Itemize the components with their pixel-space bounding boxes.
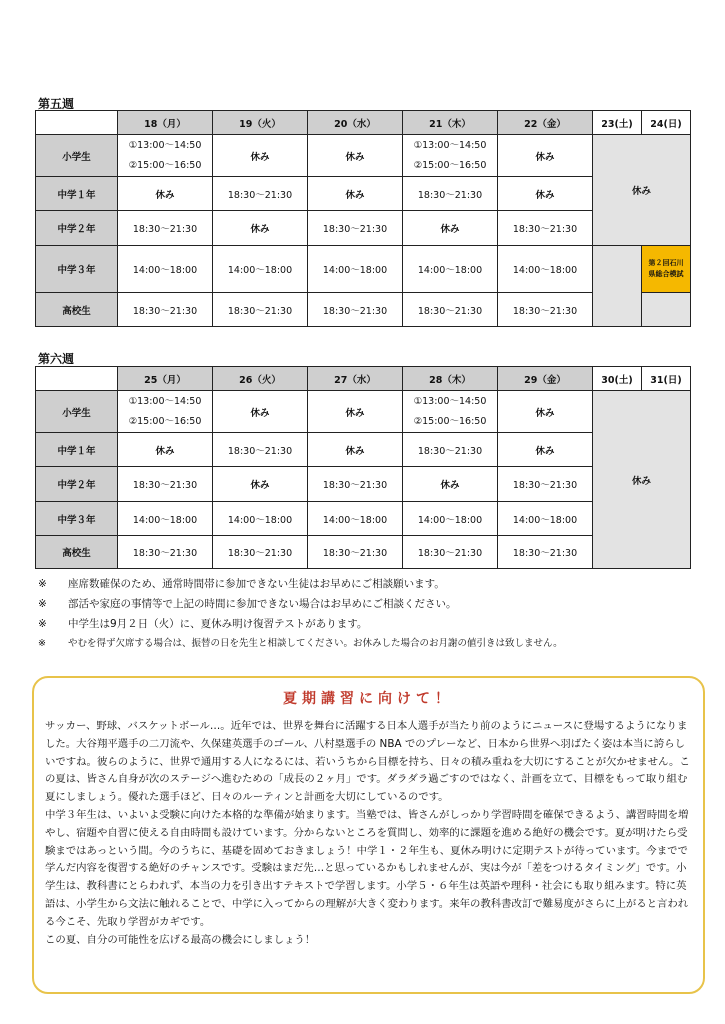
schedule-cell: 休み [308,433,403,467]
schedule-cell: 14:00～18:00 [213,246,308,293]
info-paragraph: 中学３年生は、いよいよ受験に向けた本格的な準備が始まります。当塾では、皆さんがしっかり学習時間を確保できるよう、講習時間を増やし、宿題や自習に使える自由時間も設けています。分からないところを質問し、効率的に課題を進める絶好の機会です。夏が明けたら受験まではあっという間。今のうちに、基礎を固めておきましょう！中学１・２年生も、夏休み明けに定期テストが待っています。今までで学んだ内容を復習する絶好のチャンスです。受験はまだ先…と思っているかもしれませんが、実は今が「差をつけるタイミング」です。小学生は、教科書にとらわれず、本当の力を引き出すテキストで学習します。小学５・６年生は英語や理科・社会にも取り組みます。特に英語は、小学生から文法に触れることで、中学に入ってからの理解が大きく変わります。来年の教科書改訂で難易度がさらに上がると言われる今こそ、先取り学習がカギです。 [45,808,689,928]
schedule-cell: 18:30～21:30 [118,536,213,569]
session-2: ②15:00～16:50 [128,415,202,427]
schedule-cell: 休み [498,135,593,177]
day-header: 27（水） [308,367,403,391]
schedule-cell: 14:00～18:00 [308,246,403,293]
note-item [38,614,563,634]
schedule-cell: 14:00～18:00 [308,502,403,536]
schedule-cell: 14:00～18:00 [403,246,498,293]
weekend-header: 24(日) [642,111,691,135]
week5-schedule-table [35,110,691,327]
weekend-cell [593,246,642,327]
schedule-cell: 18:30～21:30 [498,536,593,569]
exam-event-badge [642,246,690,292]
schedule-cell: 休み [308,177,403,211]
day-header: 25（月） [118,367,213,391]
grade-label: 中学１年 [36,177,118,211]
schedule-cell: 18:30～21:30 [498,293,593,327]
schedule-cell: 18:30～21:30 [403,177,498,211]
schedule-cell: 18:30～21:30 [118,211,213,246]
grade-label: 高校生 [36,293,118,327]
table-row [36,293,691,327]
session-1: ①13:00～14:50 [413,395,487,407]
table-row [36,433,691,467]
note-text: 部活や家庭の事情等で上記の時間に参加できない場合はお早めにご相談ください。 [68,598,457,610]
grade-label: 中学３年 [36,502,118,536]
exam-event-cell [642,246,691,293]
schedule-cell [118,391,213,433]
week5-label: 第五週 [38,97,75,111]
schedule-cell: 休み [498,391,593,433]
schedule-cell: 休み [213,135,308,177]
session-2: ②15:00～16:50 [413,415,487,427]
info-paragraph: この夏、自分の可能性を広げる最高の機会にしましょう！ [45,933,316,946]
note-marker: ※ [38,638,46,649]
session-2: ②15:00～16:50 [413,159,487,171]
table-row [36,246,691,293]
schedule-cell: 18:30～21:30 [118,293,213,327]
day-header: 26（火） [213,367,308,391]
notes-list [38,574,563,654]
note-marker: ※ [38,578,47,590]
corner-cell [36,367,118,391]
day-header: 18（月） [118,111,213,135]
day-header: 20（水） [308,111,403,135]
schedule-cell: 休み [118,177,213,211]
schedule-cell [403,391,498,433]
day-header: 29（金） [498,367,593,391]
schedule-cell: 休み [213,391,308,433]
schedule-cell: 休み [403,211,498,246]
schedule-cell: 18:30～21:30 [308,211,403,246]
session-2: ②15:00～16:50 [128,159,202,171]
weekend-header: 30(土) [593,367,642,391]
schedule-cell [403,135,498,177]
schedule-cell: 18:30～21:30 [118,467,213,502]
table-row [36,211,691,246]
schedule-cell: 18:30～21:30 [308,467,403,502]
schedule-cell: 18:30～21:30 [213,293,308,327]
grade-label: 小学生 [36,391,118,433]
table-row [36,177,691,211]
exam-event-line: 第２回石川 [648,259,684,267]
session-1: ①13:00～14:50 [128,395,202,407]
note-item [38,634,563,654]
week6-schedule-table [35,366,691,569]
session-1: ①13:00～14:50 [128,139,202,151]
schedule-cell: 18:30～21:30 [403,433,498,467]
schedule-cell [118,135,213,177]
grade-label: 中学２年 [36,211,118,246]
grade-label: 中学３年 [36,246,118,293]
schedule-cell: 18:30～21:30 [213,536,308,569]
table-header-row [36,367,691,391]
note-marker: ※ [38,598,47,610]
exam-event-line: 県総合模試 [648,270,684,278]
schedule-cell: 休み [403,467,498,502]
table-row [36,536,691,569]
schedule-cell: 18:30～21:30 [308,293,403,327]
schedule-cell: 18:30～21:30 [403,293,498,327]
grade-label: 小学生 [36,135,118,177]
schedule-cell: 18:30～21:30 [498,211,593,246]
weekend-header: 23(土) [593,111,642,135]
note-text: 中学生は9月２日（火）に、夏休み明け復習テストがあります。 [68,618,368,630]
info-paragraph: サッカー、野球、バスケットボール…。近年では、世界を舞台に活躍する日本人選手が当たり前のようにニュースに登場するようになりました。大谷翔平選手の二刀流や、久保建英選手のゴール、八村塁選手の NBA でのプレーなど、日本から世界へ羽ばたく姿は本当に誇らしいですね。彼らのように、世界で通用する人になるには、若いうちから目標を持ち、日々の積み重ねを大切にすることが欠かせません。この夏は、皆さん自身が次のステージへ進むための「成長の２ヶ月」です。ダラダラ過ごすのではなく、計画を立て、目標をもって取り組む夏にしましょう。優れた選手ほど、日々のルーティンと計画を大切にしているのです。 [45,720,690,804]
session-1: ①13:00～14:50 [413,139,487,151]
schedule-cell: 休み [498,433,593,467]
day-header: 28（木） [403,367,498,391]
info-title: 夏期講習に向けて！ [283,691,454,707]
schedule-cell: 18:30～21:30 [213,433,308,467]
week6-label: 第六週 [38,352,75,366]
note-item [38,594,563,614]
day-header: 22（金） [498,111,593,135]
note-text: 座席数確保のため、通常時間帯に参加できない生徒はお早めにご相談願います。 [68,578,445,590]
note-marker: ※ [38,618,47,630]
note-item [38,574,563,594]
schedule-cell: 休み [498,177,593,211]
schedule-cell: 18:30～21:30 [498,467,593,502]
grade-label: 中学１年 [36,433,118,467]
schedule-cell: 休み [308,391,403,433]
summer-course-info-box [32,676,705,994]
schedule-cell: 18:30～21:30 [403,536,498,569]
grade-label: 中学２年 [36,467,118,502]
weekend-closed-cell: 休み [593,391,691,569]
schedule-cell: 14:00～18:00 [403,502,498,536]
schedule-cell: 14:00～18:00 [213,502,308,536]
info-body [45,718,693,949]
schedule-cell: 18:30～21:30 [308,536,403,569]
weekend-header: 31(日) [642,367,691,391]
table-row [36,135,691,177]
corner-cell [36,111,118,135]
schedule-cell: 14:00～18:00 [498,246,593,293]
schedule-cell: 18:30～21:30 [213,177,308,211]
table-row [36,391,691,433]
schedule-cell: 14:00～18:00 [498,502,593,536]
weekend-cell [642,293,691,327]
schedule-cell: 14:00～18:00 [118,502,213,536]
table-row [36,467,691,502]
weekend-closed-cell: 休み [593,135,691,246]
schedule-cell: 休み [213,467,308,502]
schedule-cell: 休み [308,135,403,177]
day-header: 21（木） [403,111,498,135]
schedule-cell: 休み [213,211,308,246]
table-header-row [36,111,691,135]
grade-label: 高校生 [36,536,118,569]
schedule-cell: 休み [118,433,213,467]
schedule-cell: 14:00～18:00 [118,246,213,293]
note-text: やむを得ず欠席する場合は、振替の日を先生と相談してください。お休みした場合のお月謝の値引きは致しません。 [68,638,563,649]
day-header: 19（火） [213,111,308,135]
table-row [36,502,691,536]
